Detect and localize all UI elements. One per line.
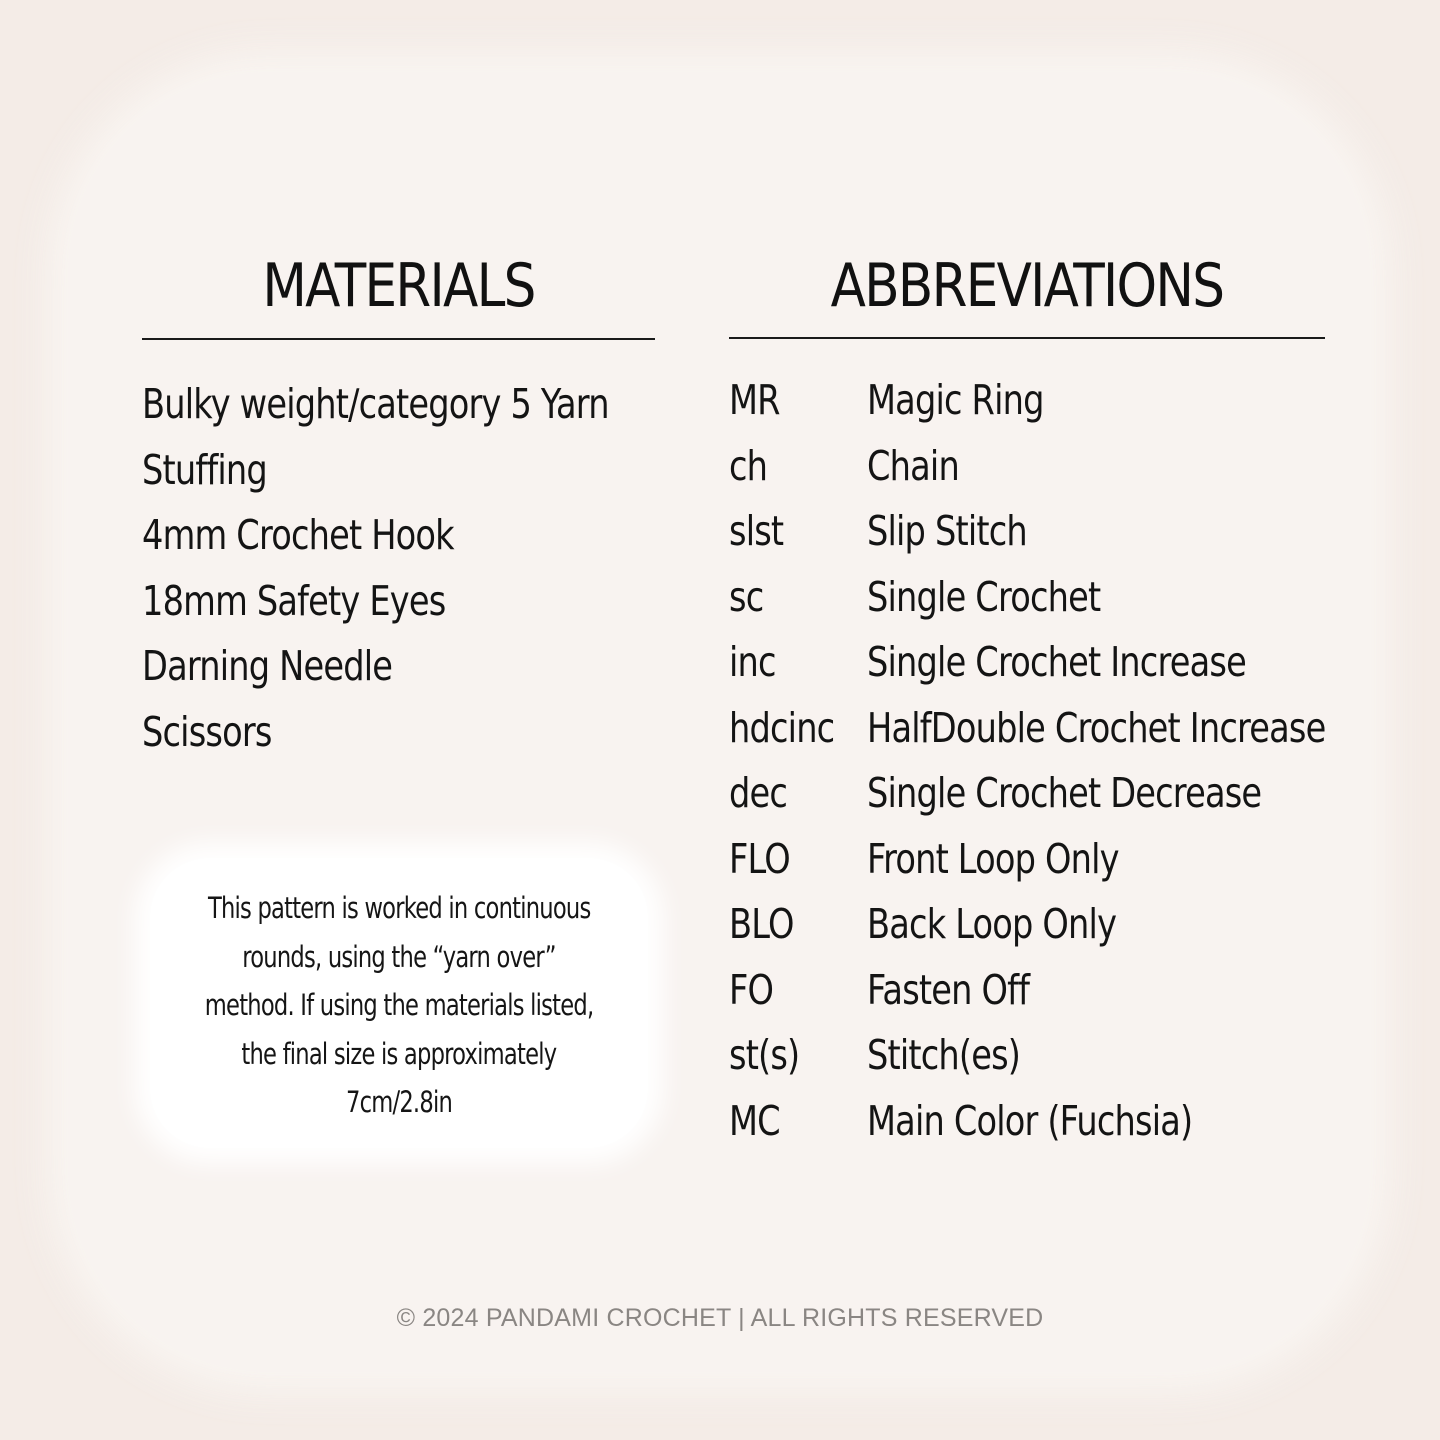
abbreviation-meaning: Back Loop Only	[867, 900, 1117, 948]
abbreviation-meaning: Magic Ring	[867, 376, 1044, 424]
abbreviation-row	[729, 696, 1329, 762]
abbreviation-meaning: Single Crochet	[867, 572, 1101, 621]
abbreviations-heading: ABBREVIATIONS	[830, 251, 1224, 321]
pattern-note-line: method. If using the materials listed,	[204, 988, 594, 1022]
abbreviation-code: FO	[729, 965, 774, 1014]
abbreviation-code: inc	[729, 638, 776, 686]
abbreviation-code: BLO	[729, 900, 794, 948]
materials-heading: MATERIALS	[262, 251, 535, 321]
abbreviation-code: FLO	[729, 834, 790, 883]
abbreviation-row	[729, 630, 1329, 696]
abbreviations-divider	[729, 337, 1325, 339]
pattern-note-line: the final size is approximately	[241, 1036, 557, 1071]
abbreviation-code: ch	[729, 441, 768, 490]
abbreviation-code: slst	[729, 507, 784, 555]
abbreviation-row	[729, 434, 1329, 500]
abbreviation-meaning: HalfDouble Crochet Increase	[867, 703, 1326, 752]
abbreviation-meaning: Fasten Off	[867, 965, 1030, 1014]
abbreviation-code: MC	[729, 1096, 780, 1145]
abbreviation-code: dec	[729, 769, 788, 817]
abbreviation-meaning: Front Loop Only	[867, 834, 1119, 883]
materials-list	[142, 372, 711, 766]
abbreviation-code: MR	[729, 376, 780, 424]
abbreviation-row	[729, 565, 1329, 631]
materials-item: Darning Needle	[142, 642, 393, 691]
abbreviations-list	[729, 368, 1329, 1154]
abbreviation-row	[729, 499, 1329, 565]
materials-item: 4mm Crochet Hook	[142, 511, 454, 560]
abbreviation-code: st(s)	[729, 1031, 800, 1079]
materials-item: Stuffing	[142, 445, 267, 494]
abbreviation-row	[729, 827, 1329, 893]
abbreviation-row	[729, 958, 1329, 1024]
materials-item: 18mm Safety Eyes	[142, 576, 446, 625]
materials-item: Scissors	[142, 707, 272, 756]
materials-divider	[142, 338, 655, 340]
abbreviation-meaning: Single Crochet Decrease	[867, 769, 1262, 817]
abbreviation-meaning: Main Color (Fuchsia)	[867, 1096, 1193, 1145]
materials-item: Bulky weight/category 5 Yarn	[142, 380, 609, 428]
pattern-note-line: This pattern is worked in continuous	[207, 891, 591, 925]
abbreviation-meaning: Stitch(es)	[867, 1031, 1021, 1079]
abbreviation-row	[729, 892, 1329, 958]
abbreviation-meaning: Chain	[867, 441, 959, 490]
abbreviation-code: hdcinc	[729, 703, 835, 752]
abbreviation-row	[729, 1023, 1329, 1089]
abbreviation-code: sc	[729, 572, 764, 621]
copyright-footer: © 2024 PANDAMI CROCHET | ALL RIGHTS RESERVED	[396, 1304, 1044, 1332]
pattern-note-line: 7cm/2.8in	[345, 1085, 453, 1119]
abbreviation-meaning: Single Crochet Increase	[867, 638, 1246, 686]
pattern-note-line: rounds, using the “yarn over”	[242, 939, 556, 974]
abbreviation-meaning: Slip Stitch	[867, 507, 1027, 555]
pattern-note	[150, 884, 648, 1127]
abbreviation-row	[729, 1089, 1329, 1155]
abbreviation-row	[729, 761, 1329, 827]
abbreviation-row	[729, 368, 1329, 434]
